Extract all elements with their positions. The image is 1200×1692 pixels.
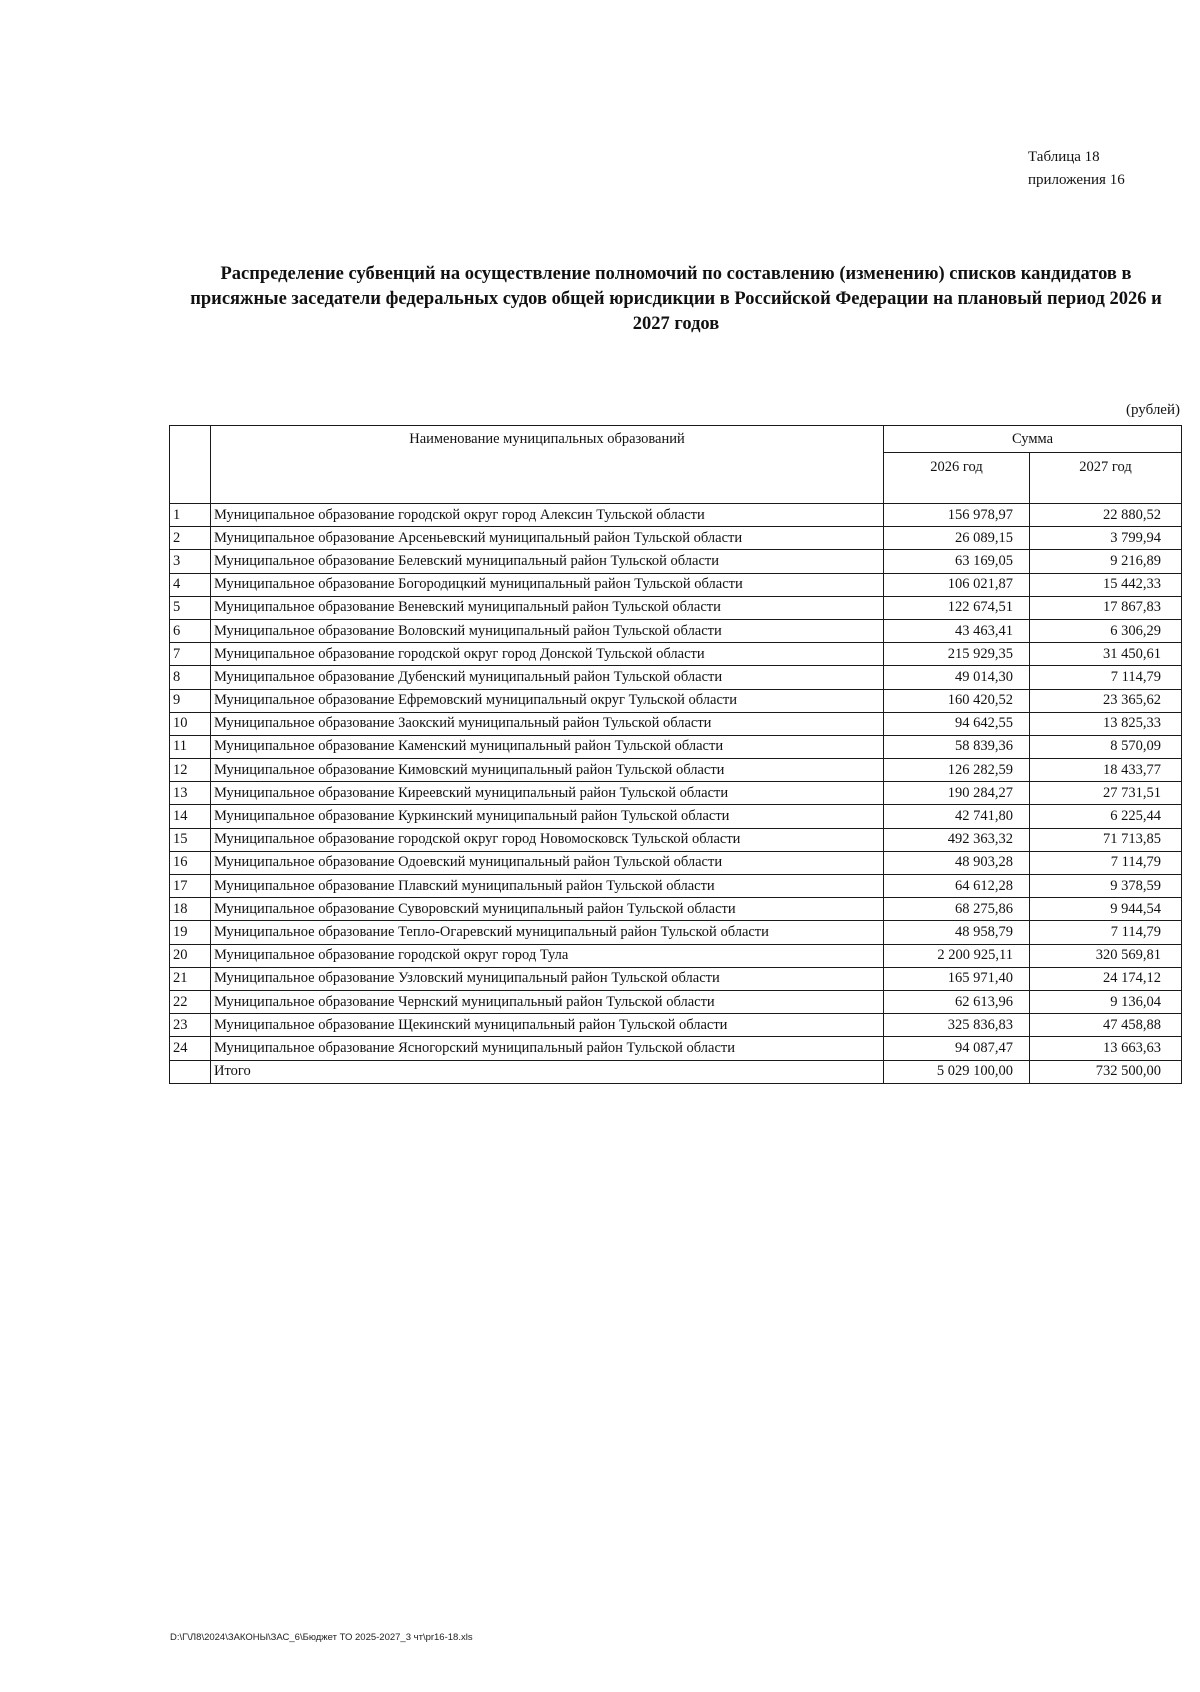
amount-2027: 9 378,59 — [1030, 875, 1182, 898]
amount-2027: 17 867,83 — [1030, 596, 1182, 619]
municipality-name: Муниципальное образование Веневский муниципальный район Тульской области — [211, 596, 884, 619]
amount-2027: 23 365,62 — [1030, 689, 1182, 712]
table-row — [170, 550, 1182, 573]
municipality-name: Муниципальное образование Арсеньевский муниципальный район Тульской области — [211, 527, 884, 550]
amount-2027: 47 458,88 — [1030, 1014, 1182, 1037]
amount-2027: 320 569,81 — [1030, 944, 1182, 967]
municipality-name: Муниципальное образование Суворовский муниципальный район Тульской области — [211, 898, 884, 921]
amount-2026: 64 612,28 — [884, 875, 1030, 898]
municipality-name: Муниципальное образование Заокский муниципальный район Тульской области — [211, 712, 884, 735]
amount-2027: 6 225,44 — [1030, 805, 1182, 828]
header-sum: Сумма — [884, 426, 1182, 453]
amount-2027: 71 713,85 — [1030, 828, 1182, 851]
amount-2027: 13 663,63 — [1030, 1037, 1182, 1060]
row-number: 8 — [170, 666, 211, 689]
table-row — [170, 712, 1182, 735]
table-row — [170, 504, 1182, 527]
total-label: Итого — [211, 1060, 884, 1083]
row-number: 5 — [170, 596, 211, 619]
table-row — [170, 573, 1182, 596]
amount-2026: 68 275,86 — [884, 898, 1030, 921]
amount-2027: 7 114,79 — [1030, 921, 1182, 944]
municipality-name: Муниципальное образование городской округ город Новомосковск Тульской области — [211, 828, 884, 851]
amount-2026: 156 978,97 — [884, 504, 1030, 527]
municipality-name: Муниципальное образование Чернский муниципальный район Тульской области — [211, 990, 884, 1013]
amount-2026: 126 282,59 — [884, 759, 1030, 782]
amount-2027: 9 944,54 — [1030, 898, 1182, 921]
municipality-name: Муниципальное образование Дубенский муниципальный район Тульской области — [211, 666, 884, 689]
row-number: 7 — [170, 643, 211, 666]
row-number: 1 — [170, 504, 211, 527]
row-number: 2 — [170, 527, 211, 550]
municipality-name: Муниципальное образование Ясногорский муниципальный район Тульской области — [211, 1037, 884, 1060]
amount-2026: 160 420,52 — [884, 689, 1030, 712]
units-label: (рублей) — [1125, 402, 1180, 418]
amount-2026: 62 613,96 — [884, 990, 1030, 1013]
table-row — [170, 921, 1182, 944]
total-2027: 732 500,00 — [1030, 1060, 1182, 1083]
municipality-name: Муниципальное образование Белевский муниципальный район Тульской области — [211, 550, 884, 573]
row-number: 12 — [170, 759, 211, 782]
header-name: Наименование муниципальных образований — [211, 426, 884, 504]
table-row — [170, 851, 1182, 874]
amount-2026: 492 363,32 — [884, 828, 1030, 851]
total-row — [170, 1060, 1182, 1083]
amount-2026: 48 903,28 — [884, 851, 1030, 874]
row-number: 14 — [170, 805, 211, 828]
row-number: 15 — [170, 828, 211, 851]
amount-2027: 8 570,09 — [1030, 735, 1182, 758]
row-number: 11 — [170, 735, 211, 758]
row-number: 16 — [170, 851, 211, 874]
table-row — [170, 759, 1182, 782]
amount-2027: 6 306,29 — [1030, 619, 1182, 642]
amount-2027: 22 880,52 — [1030, 504, 1182, 527]
amount-2026: 49 014,30 — [884, 666, 1030, 689]
amount-2026: 43 463,41 — [884, 619, 1030, 642]
header-year-2027: 2027 год — [1030, 453, 1182, 504]
amount-2026: 94 087,47 — [884, 1037, 1030, 1060]
row-number: 4 — [170, 573, 211, 596]
municipality-name: Муниципальное образование Куркинский муниципальный район Тульской области — [211, 805, 884, 828]
amount-2027: 3 799,94 — [1030, 527, 1182, 550]
municipality-name: Муниципальное образование Щекинский муниципальный район Тульской области — [211, 1014, 884, 1037]
table-row — [170, 898, 1182, 921]
table-row — [170, 527, 1182, 550]
document-title: Распределение субвенций на осуществление полномочий по составлению (изменению) списков кандидатов в присяжные заседатели федеральных судов общей юрисдикции в Российской Федерации на плановый период 2026 и 2027 годов — [190, 264, 1162, 334]
table-row — [170, 1037, 1182, 1060]
row-number: 10 — [170, 712, 211, 735]
municipality-name: Муниципальное образование Узловский муниципальный район Тульской области — [211, 967, 884, 990]
amount-2027: 24 174,12 — [1030, 967, 1182, 990]
table-row — [170, 875, 1182, 898]
municipality-name: Муниципальное образование Богородицкий муниципальный район Тульской области — [211, 573, 884, 596]
table-row — [170, 990, 1182, 1013]
municipality-name: Муниципальное образование Одоевский муниципальный район Тульской области — [211, 851, 884, 874]
municipality-name: Муниципальное образование городской округ город Алексин Тульской области — [211, 504, 884, 527]
table-row — [170, 689, 1182, 712]
total-2026: 5 029 100,00 — [884, 1060, 1030, 1083]
table-row — [170, 967, 1182, 990]
amount-2027: 18 433,77 — [1030, 759, 1182, 782]
table-row — [170, 666, 1182, 689]
row-number: 18 — [170, 898, 211, 921]
municipality-name: Муниципальное образование Тепло-Огаревский муниципальный район Тульской области — [211, 921, 884, 944]
row-number: 13 — [170, 782, 211, 805]
amount-2026: 122 674,51 — [884, 596, 1030, 619]
caption-appendix-number: приложения 16 — [1028, 172, 1125, 188]
row-number: 21 — [170, 967, 211, 990]
row-number: 23 — [170, 1014, 211, 1037]
municipality-name: Муниципальное образование Плавский муниципальный район Тульской области — [211, 875, 884, 898]
municipality-name: Муниципальное образование Воловский муниципальный район Тульской области — [211, 619, 884, 642]
header-number-cell — [170, 426, 211, 504]
header-row-top — [170, 426, 1182, 453]
amount-2027: 27 731,51 — [1030, 782, 1182, 805]
amount-2026: 165 971,40 — [884, 967, 1030, 990]
header-year-2026: 2026 год — [884, 453, 1030, 504]
amount-2026: 215 929,35 — [884, 643, 1030, 666]
row-number: 22 — [170, 990, 211, 1013]
row-number: 17 — [170, 875, 211, 898]
amount-2026: 106 021,87 — [884, 573, 1030, 596]
row-number: 6 — [170, 619, 211, 642]
subventions-table — [169, 425, 1182, 1084]
municipality-name: Муниципальное образование Киреевский муниципальный район Тульской области — [211, 782, 884, 805]
municipality-name: Муниципальное образование городской округ город Донской Тульской области — [211, 643, 884, 666]
municipality-name: Муниципальное образование Ефремовский муниципальный округ Тульской области — [211, 689, 884, 712]
caption-table-number: Таблица 18 — [1028, 149, 1100, 165]
table-row — [170, 782, 1182, 805]
row-number: 19 — [170, 921, 211, 944]
amount-2027: 13 825,33 — [1030, 712, 1182, 735]
table-row — [170, 735, 1182, 758]
table-row — [170, 596, 1182, 619]
table-row — [170, 805, 1182, 828]
amount-2027: 7 114,79 — [1030, 666, 1182, 689]
amount-2027: 7 114,79 — [1030, 851, 1182, 874]
amount-2026: 42 741,80 — [884, 805, 1030, 828]
row-number: 9 — [170, 689, 211, 712]
municipality-name: Муниципальное образование Кимовский муниципальный район Тульской области — [211, 759, 884, 782]
table-row — [170, 619, 1182, 642]
amount-2026: 26 089,15 — [884, 527, 1030, 550]
row-number: 20 — [170, 944, 211, 967]
amount-2027: 31 450,61 — [1030, 643, 1182, 666]
file-path-footer: D:\Г\Л8\2024\ЗАКОНЫ\ЗАС_6\Бюджет ТО 2025-2027_3 чт\pr16-18.xls — [170, 1632, 473, 1643]
amount-2026: 58 839,36 — [884, 735, 1030, 758]
amount-2027: 9 136,04 — [1030, 990, 1182, 1013]
amount-2027: 15 442,33 — [1030, 573, 1182, 596]
amount-2026: 48 958,79 — [884, 921, 1030, 944]
municipality-name: Муниципальное образование городской округ город Тула — [211, 944, 884, 967]
table-row — [170, 643, 1182, 666]
amount-2026: 63 169,05 — [884, 550, 1030, 573]
row-number: 3 — [170, 550, 211, 573]
total-number-cell — [170, 1060, 211, 1083]
table-row — [170, 1014, 1182, 1037]
amount-2026: 94 642,55 — [884, 712, 1030, 735]
table-row — [170, 828, 1182, 851]
municipality-name: Муниципальное образование Каменский муниципальный район Тульской области — [211, 735, 884, 758]
amount-2026: 190 284,27 — [884, 782, 1030, 805]
table-row — [170, 944, 1182, 967]
amount-2026: 2 200 925,11 — [884, 944, 1030, 967]
amount-2026: 325 836,83 — [884, 1014, 1030, 1037]
row-number: 24 — [170, 1037, 211, 1060]
table-caption — [1028, 146, 1125, 192]
amount-2027: 9 216,89 — [1030, 550, 1182, 573]
